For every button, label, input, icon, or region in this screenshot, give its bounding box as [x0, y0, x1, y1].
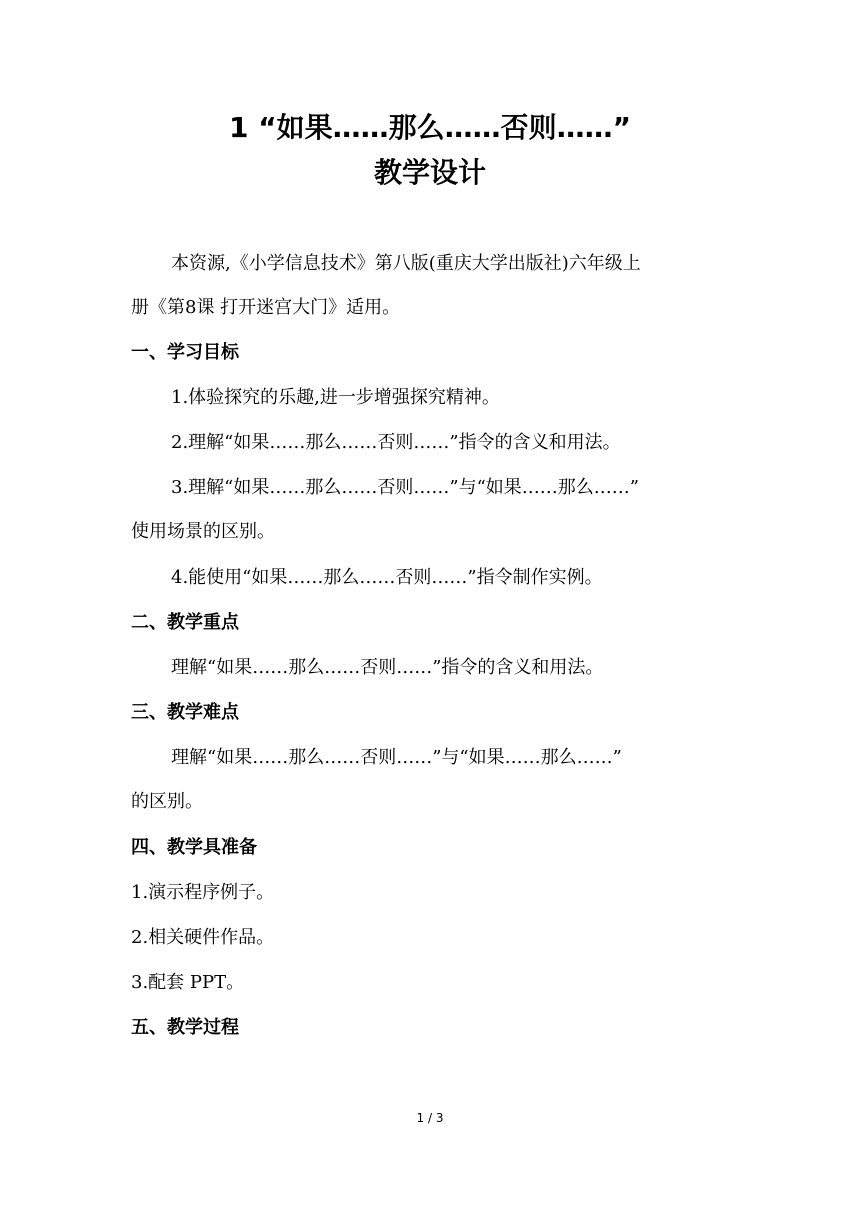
difficulties-text-line-2: 的区别。 [131, 791, 203, 812]
section-heading-key-points: 二、教学重点 [131, 612, 239, 633]
learning-goal-item-2: 2.理解“如果……那么……否则……”指令的含义和用法。 [171, 432, 621, 453]
learning-goal-item-3-line-1: 3.理解“如果……那么……否则……”与“如果……那么……” [171, 477, 639, 498]
section-heading-materials: 四、教学具准备 [131, 837, 257, 858]
materials-item-3: 3.配套 PPT。 [131, 972, 245, 993]
document-title-line-2: 教学设计 [373, 156, 486, 189]
intro-paragraph-line-1: 本资源,《小学信息技术》第八版(重庆大学出版社)六年级上 [171, 253, 641, 274]
section-heading-learning-goals: 一、学习目标 [131, 342, 239, 363]
document-title-line-1: 1 “如果……那么……否则……” [228, 111, 632, 144]
key-points-text: 理解“如果……那么……否则……”指令的含义和用法。 [171, 657, 604, 678]
difficulties-text-line-1: 理解“如果……那么……否则……”与“如果……那么……” [171, 747, 622, 768]
intro-paragraph-line-2: 册《第8课 打开迷宫大门》适用。 [131, 297, 401, 318]
materials-item-1: 1.演示程序例子。 [131, 882, 275, 903]
learning-goal-item-1: 1.体验探究的乐趣,进一步增强探究精神。 [171, 387, 500, 408]
section-heading-process: 五、教学过程 [131, 1017, 239, 1038]
section-heading-difficulties: 三、教学难点 [131, 702, 239, 723]
page-number: 1 / 3 [416, 1111, 444, 1125]
materials-item-2: 2.相关硬件作品。 [131, 927, 275, 948]
learning-goal-item-4: 4.能使用“如果……那么……否则……”指令制作实例。 [171, 567, 603, 588]
learning-goal-item-3-line-2: 使用场景的区别。 [131, 521, 275, 542]
